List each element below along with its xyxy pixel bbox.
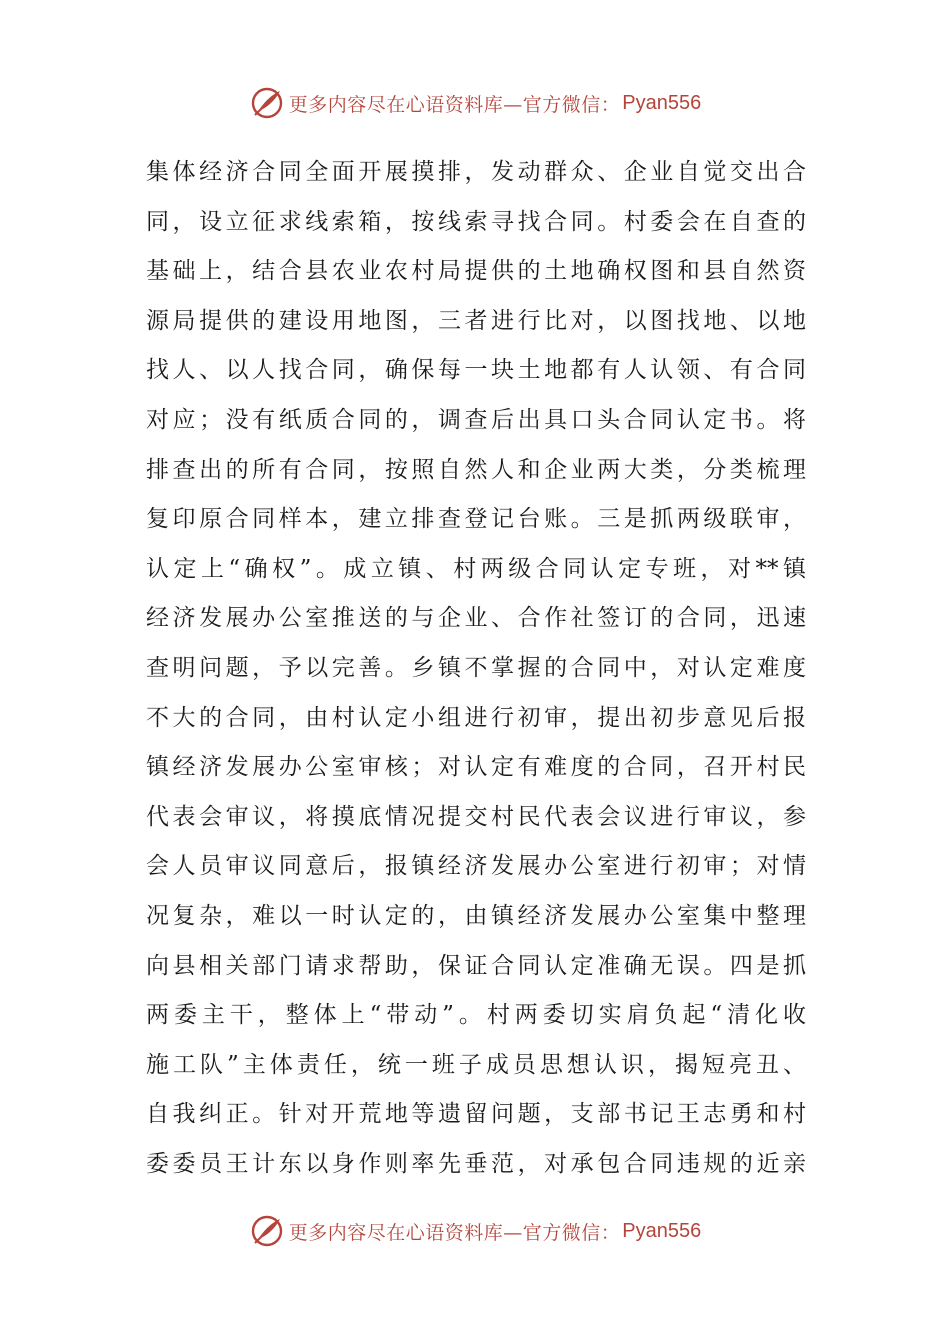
banner-wechat-handle: Pyan556 — [622, 1219, 702, 1242]
banner-text: 更多内容尽在心语资料库—官方微信： — [288, 1221, 621, 1244]
text-line: 向县相关部门请求帮助，保证合同认定准确无误。四是抓 — [146, 952, 806, 979]
text-line: 会人员审议同意后，报镇经济发展办公室进行初审；对情 — [146, 853, 806, 880]
quill-logo-icon — [249, 85, 285, 121]
text-line: 同，设立征求线索箱，按线索寻找合同。村委会在自查的 — [146, 208, 806, 235]
text-line: 自我纠正。针对开荒地等遗留问题，支部书记王志勇和村 — [146, 1101, 806, 1128]
text-line: 基础上，结合县农业农村局提供的土地确权图和县自然资 — [146, 258, 806, 285]
text-line: 对应；没有纸质合同的，调查后出具口头合同认定书。将 — [146, 406, 806, 433]
banner-text: 更多内容尽在心语资料库—官方微信： — [288, 93, 621, 116]
text-line: 施工队”主体责任，统一班子成员思想认识，揭短亮丑、 — [146, 1051, 806, 1078]
text-line: 集体经济合同全面开展摸排，发动群众、企业自觉交出合 — [146, 159, 806, 185]
footer-watermark-banner — [0, 1211, 950, 1251]
text-line: 代表会审议，将摸底情况提交村民代表会议进行审议，参 — [146, 803, 806, 830]
text-line: 镇经济发展办公室审核；对认定有难度的合同，召开村民 — [146, 754, 806, 781]
header-watermark-banner — [0, 83, 950, 123]
text-line: 不大的合同，由村认定小组进行初审，提出初步意见后报 — [146, 704, 806, 731]
text-line: 委委员王计东以身作则率先垂范，对承包合同违规的近亲 — [146, 1150, 806, 1177]
text-line: 况复杂，难以一时认定的，由镇经济发展办公室集中整理 — [146, 902, 806, 929]
quill-logo-icon — [249, 1213, 285, 1249]
text-line: 找人、以人找合同，确保每一块土地都有人认领、有合同 — [146, 357, 806, 384]
text-line: 源局提供的建设用地图，三者进行比对，以图找地、以地 — [146, 307, 806, 334]
banner-wechat-handle: Pyan556 — [622, 91, 702, 114]
text-line: 查明问题，予以完善。乡镇不掌握的合同中，对认定难度 — [146, 654, 806, 681]
text-line: 两委主干，整体上“带动”。村两委切实肩负起“清化收 — [146, 1002, 806, 1029]
text-line: 排查出的所有合同，按照自然人和企业两大类，分类梳理 — [146, 456, 806, 483]
document-body — [146, 148, 806, 1189]
text-line: 复印原合同样本，建立排查登记台账。三是抓两级联审， — [146, 506, 806, 533]
text-line: 经济发展办公室推送的与企业、合作社签订的合同，迅速 — [146, 605, 806, 632]
text-line: 认定上“确权”。成立镇、村两级合同认定专班，对**镇 — [146, 555, 806, 582]
